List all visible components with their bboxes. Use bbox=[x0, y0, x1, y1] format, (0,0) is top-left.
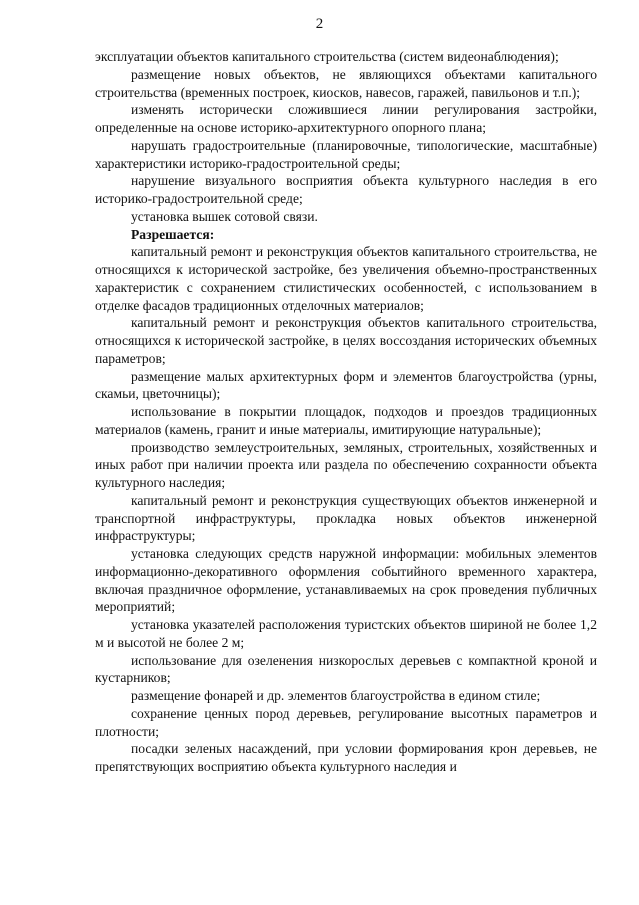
section-heading: Разрешается: bbox=[131, 226, 215, 242]
paragraph: капитальный ремонт и реконструкция объектов капитального строительства, относящихся к исторической застройке, в целях воссоздания исторических объемных параметров; bbox=[95, 315, 597, 366]
paragraph: нарушать градостроительные (планировочные, типологические, масштабные) характеристики историко-градостроительной среды; bbox=[95, 137, 597, 171]
paragraph: капитальный ремонт и реконструкция объектов капитального строительства, не относящихся к исторической застройке, без увеличения объемно-пространственных характеристик с сохранением стилистических особенностей, с использованием в отделке фасадов традиционных отделочных материалов; bbox=[95, 244, 597, 313]
paragraph: установка вышек сотовой связи. bbox=[131, 208, 318, 224]
document-body bbox=[95, 48, 597, 776]
paragraph: размещение фонарей и др. элементов благоустройства в едином стиле; bbox=[131, 688, 541, 703]
paragraph: использование для озеленения низкорослых деревьев с компактной кроной и кустарников; bbox=[95, 652, 597, 686]
paragraph: установка указателей расположения туристских объектов шириной не более 1,2 м и высотой не более 2 м; bbox=[95, 617, 597, 650]
paragraph: производство землеустроительных, земляных, строительных, хозяйственных и иных работ при наличии проекта или раздела по обеспечению сохранности объекта культурного наследия; bbox=[95, 439, 597, 490]
paragraph: размещение новых объектов, не являющихся объектами капитального строительства (временных построек, киосков, навесов, гаражей, павильонов и т.п.); bbox=[95, 66, 597, 100]
paragraph: изменять исторически сложившиеся линии регулирования застройки, определенные на основе историко-архитектурного опорного плана; bbox=[95, 102, 597, 135]
paragraph: нарушение визуального восприятия объекта культурного наследия в его историко-градостроительной среде; bbox=[95, 173, 597, 206]
paragraph: размещение малых архитектурных форм и элементов благоустройства (урны, скамьи, цветочницы); bbox=[95, 368, 597, 402]
paragraph: капитальный ремонт и реконструкция существующих объектов инженерной и транспортной инфраструктуры, прокладка новых объектов инженерной инфраструктуры; bbox=[95, 492, 597, 544]
paragraph: посадки зеленых насаждений, при условии формирования крон деревьев, не препятствующих восприятию объекта культурного наследия и bbox=[95, 741, 597, 774]
paragraph-continuation: эксплуатации объектов капитального строительства (систем видеонаблюдения); bbox=[95, 49, 559, 64]
paragraph: сохранение ценных пород деревьев, регулирование высотных параметров и плотности; bbox=[95, 705, 597, 739]
paragraph: установка следующих средств наружной информации: мобильных элементов информационно-декоративного оформления событийного временного характера, включая праздничное оформление, устанавливаемых на срок проведения публичных мероприятий; bbox=[95, 546, 597, 615]
paragraph: использование в покрытии площадок, подходов и проездов традиционных материалов (камень, гранит и иные материалы, имитирующие натуральные); bbox=[95, 404, 597, 437]
page-number: 2 bbox=[315, 16, 324, 32]
